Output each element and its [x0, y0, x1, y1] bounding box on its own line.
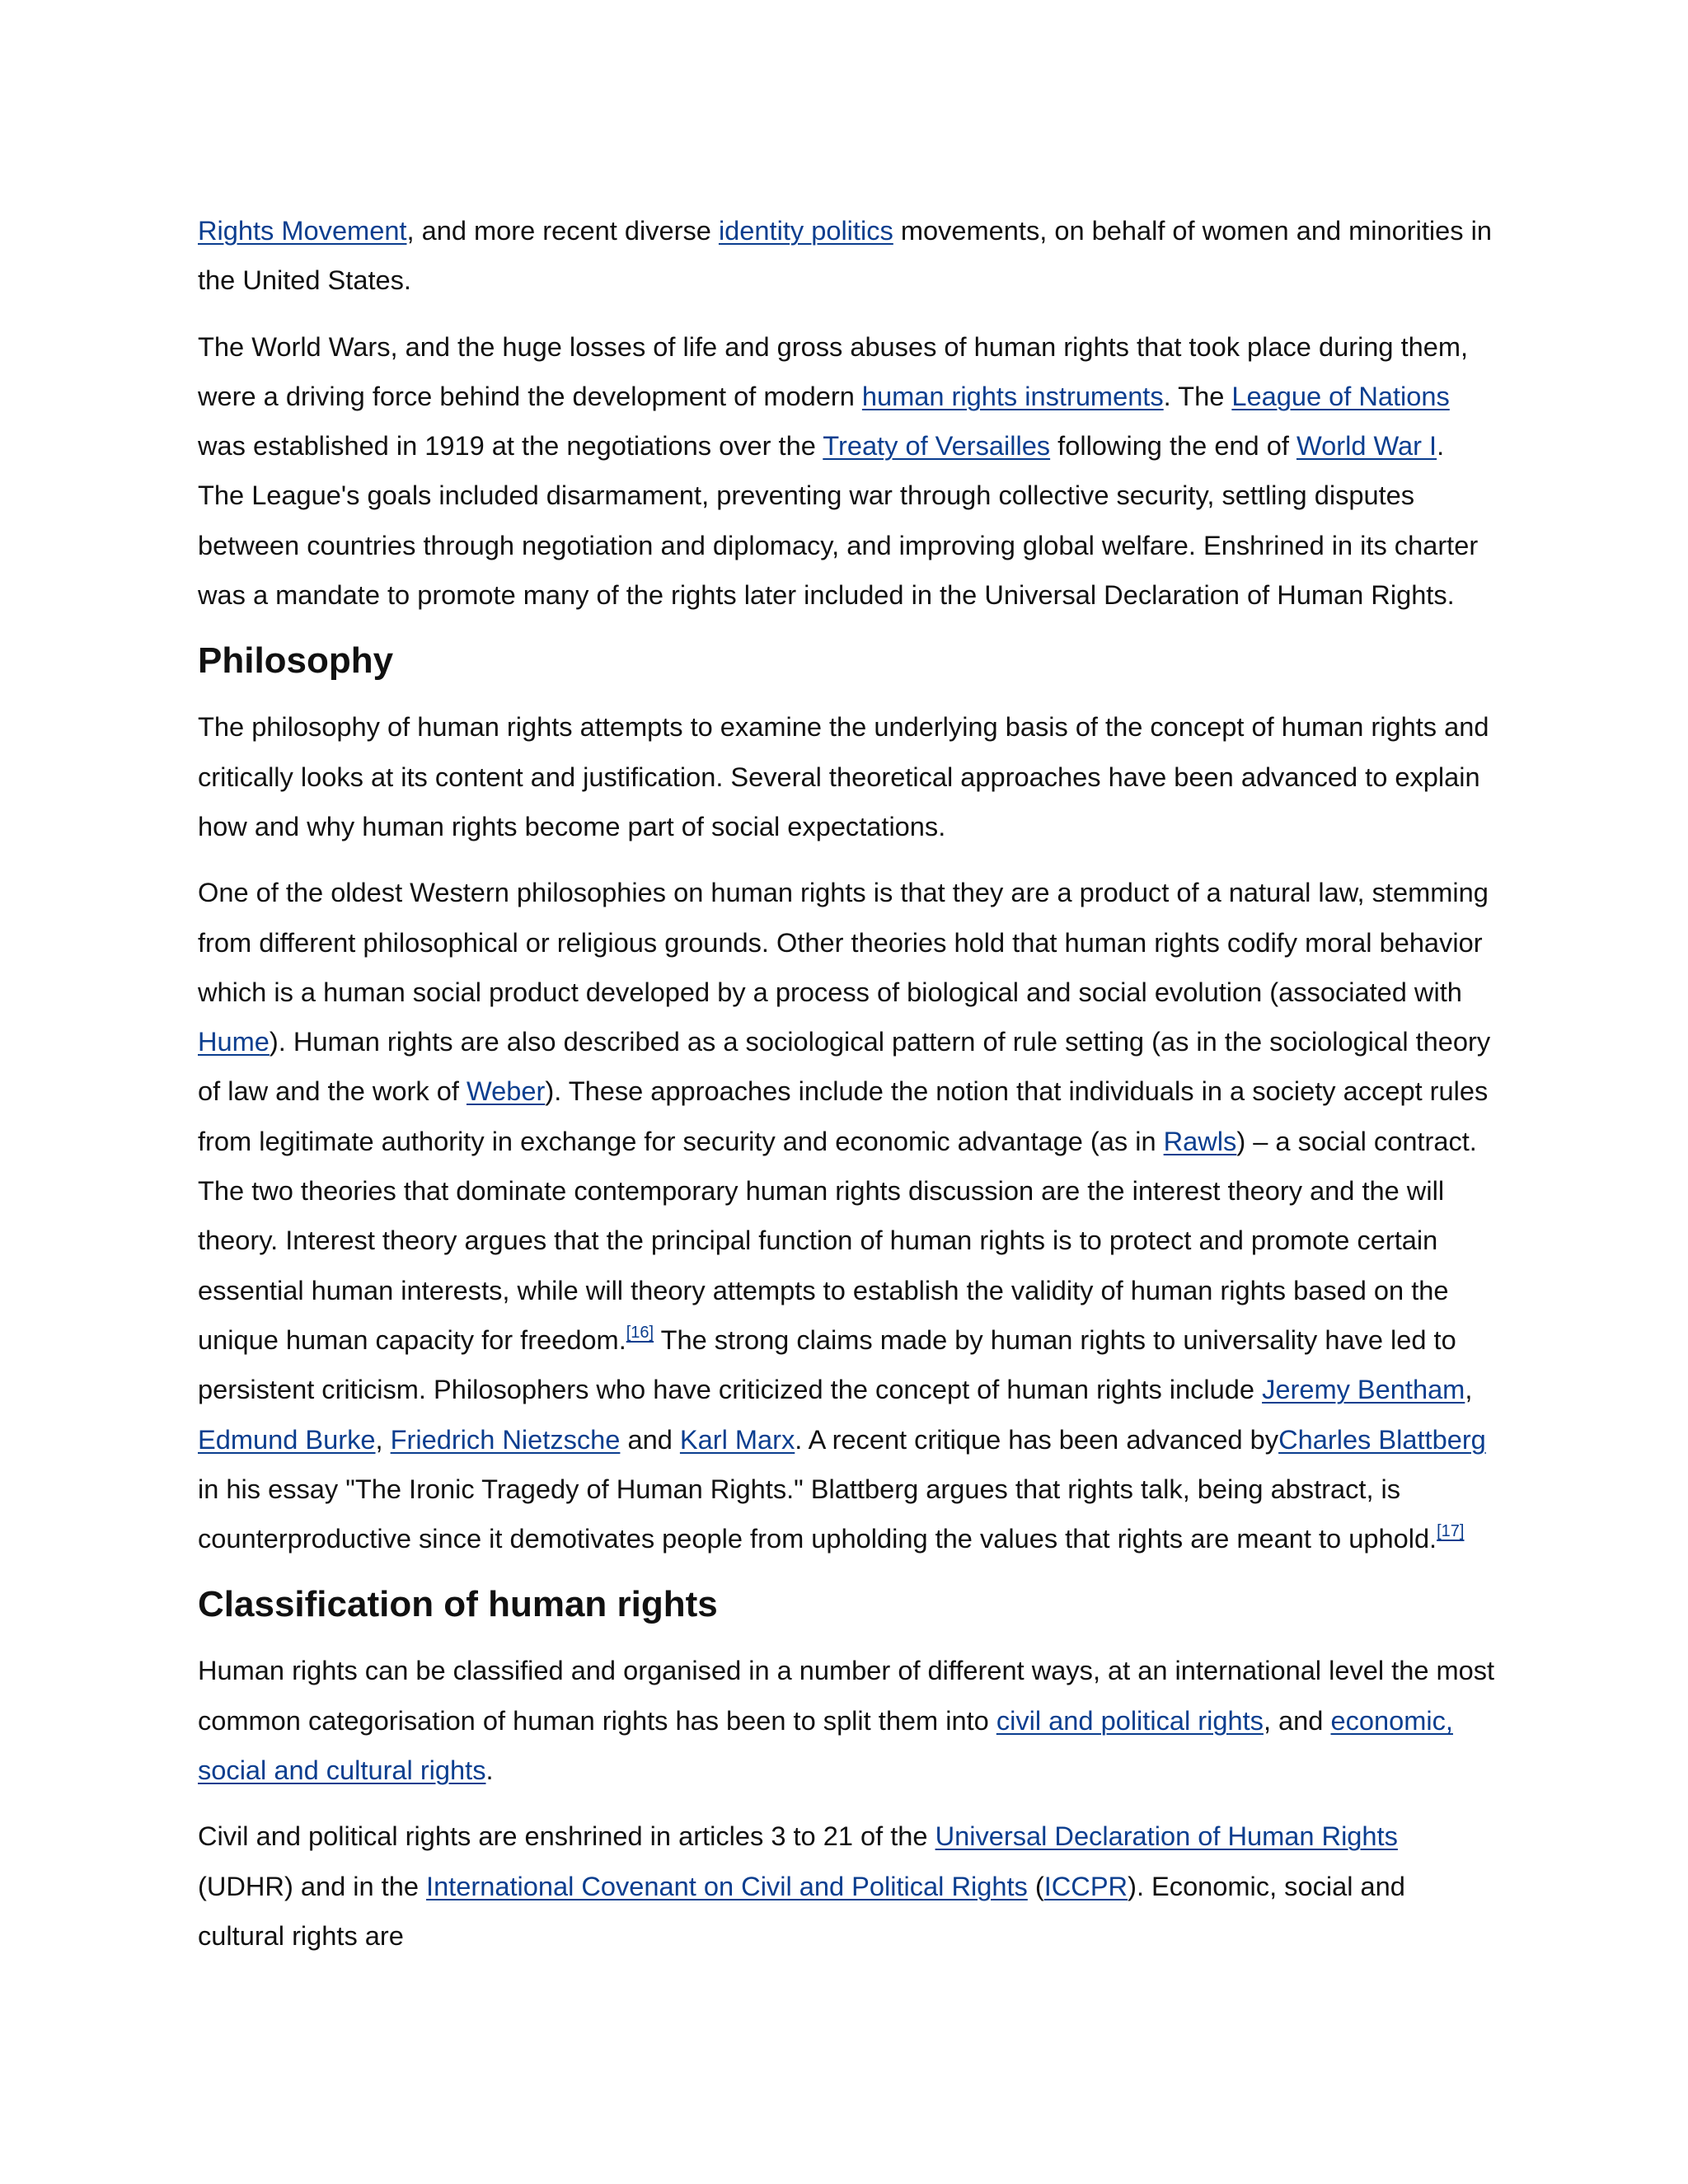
text-span: in his essay "The Ironic Tragedy of Human Rights." Blattberg argues that rights talk, being abstract, is counterproductive since it demotivates people from upholding the values that rights are meant to uphold.	[198, 1473, 1437, 1554]
link-treaty-of-versailles[interactable]: Treaty of Versailles	[823, 430, 1051, 462]
link-human-rights-instruments[interactable]: human rights instruments	[861, 380, 1164, 411]
paragraph-philosophy-intro	[198, 702, 1497, 851]
text-span: ). Economic, social and cultural rights are	[198, 1870, 1405, 1951]
paragraph-philosophy-theories	[198, 868, 1497, 1563]
text-span: . The League's goals included disarmament, preventing war through collective security, settling disputes between countries through negotiation and diplomacy, and improving global welfare. Enshrined in its charter was a mandate to promote many of the rights later included in the Universal Declaration of Human Rights.	[198, 430, 1479, 611]
link-iccpr-full[interactable]: International Covenant on Civil and Political Rights	[426, 1870, 1028, 1901]
link-civil-and-political-rights[interactable]: civil and political rights	[996, 1704, 1264, 1736]
link-world-war-i[interactable]: World War I	[1296, 430, 1437, 462]
link-friedrich-nietzsche[interactable]: Friedrich Nietzsche	[390, 1423, 621, 1455]
text-span: was established in 1919 at the negotiations over the	[198, 430, 823, 462]
text-span: ). These approaches include the notion that individuals in a society accept rules from legitimate authority in exchange for security and economic advantage (as in	[198, 1076, 1489, 1156]
link-rawls[interactable]: Rawls	[1163, 1125, 1237, 1156]
text-span: ). Human rights are also described as a sociological pattern of rule setting (as in the sociological theory of law and the work of	[198, 1026, 1491, 1107]
text-span: , and more recent diverse	[406, 215, 719, 246]
link-udhr[interactable]: Universal Declaration of Human Rights	[935, 1821, 1398, 1852]
text-span: following the end of	[1050, 430, 1296, 462]
text-span: and	[620, 1423, 680, 1455]
text-span: ,	[375, 1423, 391, 1455]
link-ref-17[interactable]: [17]	[1437, 1522, 1465, 1541]
text-span: Human rights can be classified and organised in a number of different ways, at an international level the most common categorisation of human rights has been to split them into	[198, 1655, 1495, 1736]
link-ref-16[interactable]: [16]	[626, 1323, 654, 1342]
paragraph-civil-political-rights	[198, 1811, 1497, 1961]
document-page	[198, 206, 1497, 1977]
paragraph-civil-rights-continuation	[198, 206, 1497, 306]
text-span: The World Wars, and the huge losses of life and gross abuses of human rights that took place during them, were a driving force behind the development of modern	[198, 330, 1469, 411]
text-span: Civil and political rights are enshrined in articles 3 to 21 of the	[198, 1821, 935, 1852]
link-league-of-nations[interactable]: League of Nations	[1231, 380, 1450, 411]
text-span: (UDHR) and in the	[198, 1870, 427, 1901]
link-economic-social-cultural-rights[interactable]: economic, social and cultural rights	[198, 1704, 1453, 1786]
heading-classification: Classification of human rights	[198, 1584, 718, 1625]
link-karl-marx[interactable]: Karl Marx	[679, 1423, 795, 1455]
text-span: ,	[1465, 1374, 1473, 1405]
text-span: . The	[1163, 380, 1232, 411]
heading-philosophy: Philosophy	[198, 640, 394, 682]
citation-17	[1437, 1522, 1464, 1540]
citation-16	[626, 1324, 654, 1342]
link-rights-movement[interactable]: Rights Movement	[198, 215, 407, 246]
text-span: (	[1027, 1870, 1044, 1901]
link-charles-blattberg[interactable]: Charles Blattberg	[1278, 1423, 1486, 1455]
paragraph-world-wars	[198, 322, 1497, 621]
text-span: One of the oldest Western philosophies on human rights is that they are a product of a natural law, stemming from different philosophical or religious grounds. Other theories hold that human rights codify moral behavior which is a human social product developed by a process of biological and social evolution (associated with	[198, 877, 1489, 1007]
link-iccpr[interactable]: ICCPR	[1043, 1870, 1128, 1901]
text-span: The strong claims made by human rights to universality have led to persistent criticism. Philosophers who have criticized the concept of human rights include	[198, 1324, 1456, 1405]
link-edmund-burke[interactable]: Edmund Burke	[198, 1423, 376, 1455]
text-span: .	[485, 1755, 494, 1786]
text-span: movements, on behalf of women and minorities in the United States.	[198, 215, 1492, 296]
text-span: ) – a social contract. The two theories that dominate contemporary human rights discussion are the interest theory and the will theory. Interest theory argues that the principal function of human rights is to protect and promote certain essential human interests, while will theory attempts to establish the validity of human rights based on the unique human capacity for freedom.	[198, 1125, 1477, 1355]
text-span: . A recent critique has been advanced by	[795, 1423, 1279, 1455]
link-jeremy-bentham[interactable]: Jeremy Bentham	[1262, 1374, 1465, 1405]
paragraph-classification-intro	[198, 1646, 1497, 1795]
link-hume[interactable]: Hume	[198, 1026, 270, 1057]
link-identity-politics[interactable]: identity politics	[718, 215, 893, 246]
text-span: The philosophy of human rights attempts to examine the underlying basis of the concept of human rights and critically looks at its content and justification. Several theoretical approaches have been advanced to explain how and why human rights become part of social expectations.	[198, 711, 1489, 841]
link-weber[interactable]: Weber	[466, 1076, 546, 1107]
text-span: , and	[1263, 1704, 1331, 1736]
